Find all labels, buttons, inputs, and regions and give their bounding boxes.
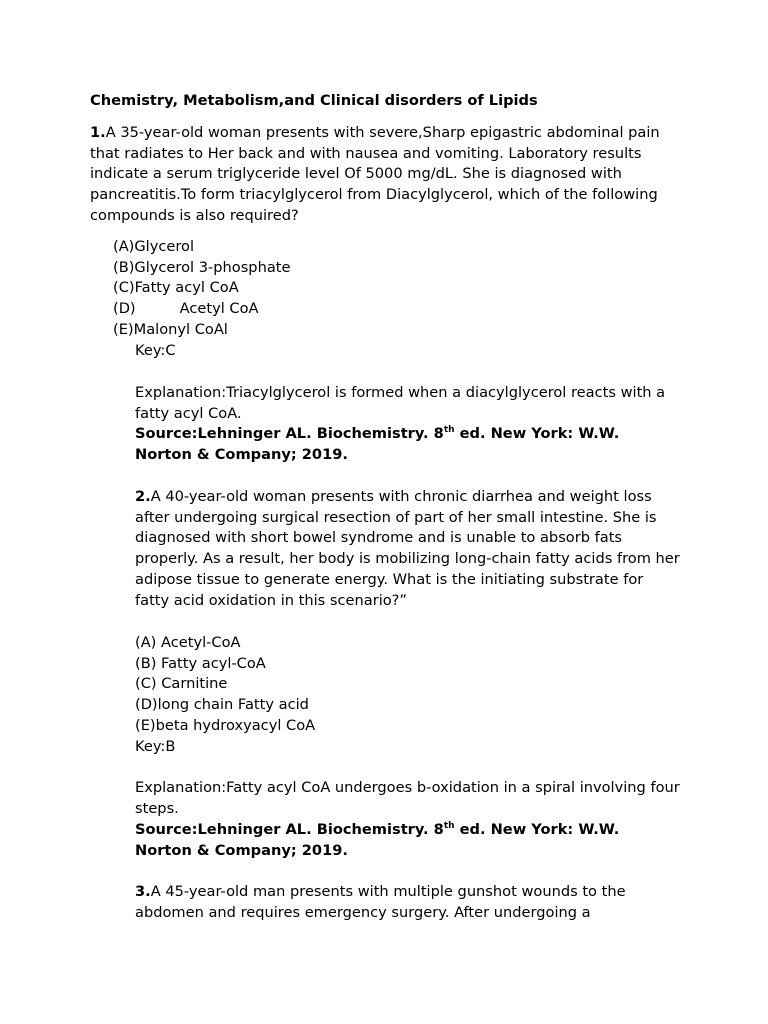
question-3-text: abdomen and requires emergency surgery. After undergoing a	[135, 903, 591, 921]
option-text: Acetyl CoA	[179, 300, 259, 318]
document-title: Chemistry, Metabolism,and Clinical disorders of Lipids	[90, 92, 538, 109]
question-1-explanation: Explanation:Triacylglycerol is formed when a diacylglycerol reacts with a fatty acyl CoA.	[135, 384, 666, 422]
source-publisher: Norton & Company; 2019.	[135, 445, 348, 463]
option-a: (A) Acetyl-CoA	[135, 634, 241, 651]
option-label: (B)	[113, 258, 135, 276]
question-1-number: 1.	[90, 124, 106, 141]
question-2-explanation: Explanation:Fatty acyl CoA undergoes b-oxidation in a spiral involving four steps.	[135, 779, 680, 817]
option-text: Glycerol 3-phosphate	[134, 258, 291, 276]
question-3-stem	[135, 882, 695, 923]
question-1-stem	[90, 123, 680, 227]
option-d: (D)long chain Fatty acid	[135, 696, 309, 714]
question-2-source	[135, 820, 695, 861]
question-3-number: 3.	[135, 883, 151, 900]
option-d	[113, 299, 290, 320]
option-b: (B) Fatty acyl-CoA	[135, 654, 266, 672]
question-2-key: Key:B	[135, 737, 176, 755]
option-label: (E)	[113, 320, 134, 338]
source-superscript: th	[443, 821, 455, 831]
option-e: (E)beta hydroxyacyl CoA	[135, 716, 316, 734]
question-1-source	[135, 424, 695, 465]
option-a	[113, 237, 290, 258]
option-label: (A)	[113, 238, 135, 255]
source-text: ed. New York: W.W.	[454, 425, 620, 442]
option-label: (C)	[113, 279, 135, 297]
source-text: ed. New York: W.W.	[454, 821, 620, 838]
question-2-stem	[135, 487, 680, 611]
option-b	[113, 258, 290, 279]
source-text: Source:Lehninger AL. Biochemistry. 8	[135, 821, 444, 838]
source-publisher: Norton & Company; 2019.	[135, 841, 348, 859]
question-3-text: A 45-year-old man presents with multiple gunshot wounds to the	[150, 883, 626, 900]
question-1-text: A 35-year-old woman presents with severe,Sharp epigastric abdominal pain that radiates to Her back and with nausea and vomiting. Laboratory results indicate a serum triglyceride level Of 5000 mg/dL. She is diagnosed with pancreatitis.To form triacylglycerol from Diacylglycerol, which of the following compounds is also required?	[90, 124, 660, 224]
option-c	[113, 278, 290, 299]
option-text: Malonyl CoAl	[133, 320, 228, 338]
option-text: Glycerol	[134, 238, 195, 255]
source-text: Source:Lehninger AL. Biochemistry. 8	[135, 425, 444, 442]
source-superscript: th	[443, 425, 455, 435]
option-e	[113, 320, 290, 341]
question-1-options	[113, 237, 290, 341]
option-text: Fatty acyl CoA	[134, 279, 239, 297]
question-2-number: 2.	[135, 488, 151, 505]
question-2-text: A 40-year-old woman presents with chronic diarrhea and weight loss after undergoing surgical resection of part of her small intestine. She is diagnosed with short bowel syndrome and is unable to absorb fats properly. As a result, her body is mobilizing long-chain fatty acids from her adipose tissue to generate energy. What is the initiating substrate for fatty acid oxidation in this scenario?”	[135, 488, 680, 609]
option-c: (C) Carnitine	[135, 675, 228, 693]
option-label: (D)	[113, 300, 136, 318]
question-1-key: Key:C	[135, 342, 176, 359]
question-2-options	[135, 633, 695, 757]
